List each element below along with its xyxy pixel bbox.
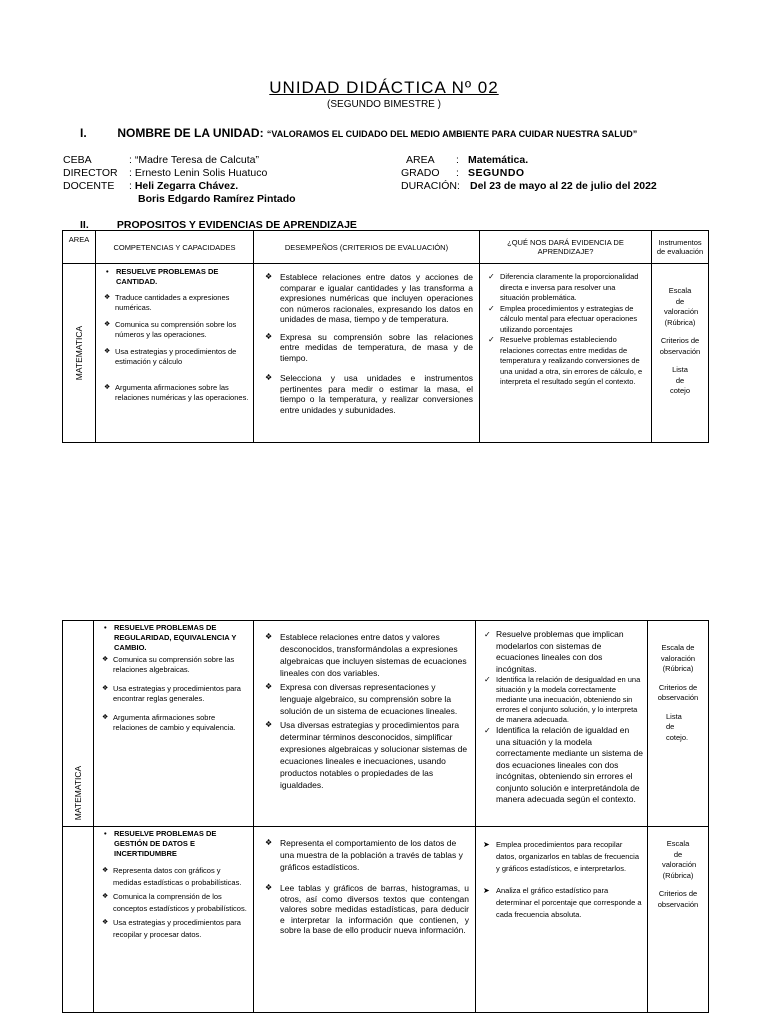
area-cell-empty [63,827,94,1013]
evidencia-item: ✓ Identifica la relación de igualdad en una situación y la modela correctamente mediante un sistema de dos ecuaciones lineales con dos incógnitas, obteniendo sin errores el conjunto solución e interpretándola de manera adecuada según el contexto. [482,725,643,806]
evidencia-item: ✓ Diferencia claramente la proporcionalidad directa e inversa para resolver una situación problemática. [486,272,647,304]
desempenos-cell [254,827,476,1013]
info-docente [63,180,238,193]
capacidad-item: ❖ Representa datos con gráficos y medidas estadísticas o probabilísticas. [102,865,249,889]
instrumentos-cell [648,621,709,827]
desempeno-item: ❖ Selecciona y usa unidades e instrumentos pertinentes para medir o estimar la masa, el tiempo o la temperatura, y realizar conversiones entre unidades y subunidades. [262,373,473,415]
table-header-row [63,231,709,264]
evidencia-item: ✓ Emplea procedimientos y estrategias de cálculo mental para efectuar operaciones utilizando porcentajes [486,304,647,336]
capacidad-item: ❖ Traduce cantidades a expresiones numéricas. [104,293,249,313]
instrumentos-cell [652,264,709,443]
docente-value-1: Heli Zegarra Chávez. [134,180,239,192]
instrumento-item: Criterios de observación [657,889,699,909]
area-cell [63,264,96,443]
desempenos-cell [254,264,480,443]
table-row [63,827,709,1013]
header-area: AREA [63,231,96,264]
instrumento-item: Escala de valoración (Rúbrica) [662,839,697,880]
desempeno-item: ❖ Expresa su comprensión sobre las relaciones entre medidas de temperatura, de masa y de tiempo. [262,332,473,364]
instrumento-item: Lista de cotejo. [666,711,689,742]
director-value: : Ernesto Lenin Solis Huatuco [129,167,268,179]
docente-colon: : [129,180,132,192]
purposes-table-1 [62,230,709,443]
capacidad-item: ❖ Argumenta afirmaciones sobre las relaciones numéricas y las operaciones. [104,383,249,403]
area-label-vertical: MATEMATICA [73,765,83,821]
instrumentos-cell [648,827,709,1013]
unit-name: “VALORAMOS EL CUIDADO DEL MEDIO AMBIENTE PARA CUIDAR NUESTRA SALUD” [266,129,638,139]
evidencia-item: ✓ Resuelve problemas que implican modelarlos con sistemas de ecuaciones lineales con dos incógnitas. [482,629,643,675]
header-instrumentos: Instrumentos de evaluación [652,231,709,264]
grado-label: GRADO [401,167,440,179]
duracion-value: Del 23 de mayo al 22 de julio del 2022 [470,180,657,192]
docente-value-2: Boris Edgardo Ramírez Pintado [138,193,296,205]
competencia-title: • RESUELVE PROBLEMAS DE REGULARIDAD, EQUIVALENCIA Y CAMBIO. [102,623,249,653]
desempeno-item: ❖ Establece relaciones entre datos y valores desconocidos, transformándolas a expresiones algebraicas que incluyen sistemas de ecuaciones lineales con dos variables. [262,631,469,679]
evidencia-item: ✓ Resuelve problemas estableciendo relaciones correctas entre medidas de temperatura y realizando conversiones de una unidad a otra, sin errores de cálculo, e interpreta el resultado según el contexto. [486,335,647,388]
section-2-label: PROPOSITOS Y EVIDENCIAS DE APRENDIZAJE [116,219,357,231]
competencias-cell [94,621,254,827]
evidencias-cell [476,621,648,827]
grado-value: SEGUNDO [468,167,525,179]
capacidad-item: ❖ Usa estrategias y procedimientos para recopilar y procesar datos. [102,917,249,941]
instrumento-item: Criterios de observación [657,682,699,702]
capacidad-item: ❖ Comunica su comprensión sobre los números y las operaciones. [104,320,249,340]
section-1-label: NOMBRE DE LA UNIDAD: [117,126,264,140]
duracion-label: DURACIÓN: [401,180,460,192]
area-colon: : [456,154,459,166]
info-grado [401,167,525,180]
info-duracion [401,180,657,193]
instrumento-item: Escala de valoración (Rúbrica) [664,286,699,327]
document-subtitle: (SEGUNDO BIMESTRE ) [327,99,441,110]
capacidad-item: ❖ Comunica la comprensión de los conceptos estadísticos y probabilísticos. [102,891,249,915]
capacidad-item: ❖ Usa estrategias y procedimientos de estimación y cálculo [104,347,249,367]
purposes-table-2 [62,620,709,1013]
table-row [63,264,709,443]
evidencia-item: ➤ Emplea procedimientos para recopilar datos, organizarlos en tablas de frecuencia y gráficos estadísticos, e interpretarlos. [482,839,643,875]
header-competencias: COMPETENCIAS Y CAPACIDADES [96,231,254,264]
capacidad-item: ❖ Comunica su comprensión sobre las relaciones algebraicas. [102,655,249,675]
info-ceba [63,154,259,167]
instrumento-item: Criterios de observación [659,336,701,356]
grado-colon: : [456,167,459,179]
area-cell [63,621,94,827]
document-title: UNIDAD DIDÁCTICA Nº 02 [269,78,499,97]
section-2-number: II. [80,219,89,231]
desempeno-item: ❖ Representa el comportamiento de los datos de una muestra de la población a través de tablas y gráficos estadísticos. [262,837,469,873]
evidencia-item: ✓ Identifica la relación de desigualdad en una situación y la modela correctamente mediante una inecuación, obteniendo sin errores el conjunto solución, y lo interpreta de manera adecuada. [482,675,643,725]
capacidad-item: ❖ Usa estrategias y procedimientos para encontrar reglas generales. [102,684,249,704]
section-1-heading [80,126,637,140]
instrumento-item: Lista de cotejo [669,365,690,395]
ceba-label: CEBA [63,154,92,166]
area-label-vertical: MATEMATICA [74,325,84,381]
director-label: DIRECTOR [63,167,118,179]
info-area [406,154,528,167]
instrumento-item: Escala de valoración (Rúbrica) [660,643,696,673]
area-label: AREA [406,154,435,166]
desempeno-item: ❖ Usa diversas estrategias y procedimientos para determinar términos desconocidos, simplificar expresiones algebraicas y solucionar sistemas de ecuaciones lineales e inecuaciones, usando productos notables o propiedades de las igualdades. [262,719,469,791]
evidencia-item: ➤ Analiza el gráfico estadístico para determinar el porcentaje que corresponde a cada frecuencia absoluta. [482,885,643,921]
competencias-cell [96,264,254,443]
info-director [63,167,267,180]
desempenos-cell [254,621,476,827]
desempeno-item: ❖ Expresa con diversas representaciones y lenguaje algebraico, su comprensión sobre la solución de un sistema de ecuaciones lineales. [262,681,469,717]
capacidad-item: ❖ Argumenta afirmaciones sobre relaciones de cambio y equivalencia. [102,713,249,733]
evidencias-cell [476,827,648,1013]
table-row [63,621,709,827]
evidencias-cell [480,264,652,443]
docente-label: DOCENTE [63,180,115,192]
header-evidencia: ¿QUÉ NOS DARÁ EVIDENCIA DE APRENDIZAJE? [480,231,652,264]
competencias-cell [94,827,254,1013]
competencia-title: • RESUELVE PROBLEMAS DE CANTIDAD. [104,267,249,287]
header-desempenos: DESEMPEÑOS (CRITERIOS DE EVALUACIÓN) [254,231,480,264]
desempeno-item: ❖ Lee tablas y gráficos de barras, histogramas, u otros, así como diversos textos que contengan valores sobre medidas estadísticas, para deducir e interpretar la información que contienen, y sobre la base de ello producir nueva información. [262,883,469,936]
ceba-value: : “Madre Teresa de Calcuta” [129,154,259,166]
competencia-title: • RESUELVE PROBLEMAS DE GESTIÓN DE DATOS E INCERTIDUMBRE [102,829,249,859]
desempeno-item: ❖ Establece relaciones entre datos y acciones de comparar e igualar cantidades y las transforma a expresiones numéricas que incluyen operaciones con números racionales, expresando los datos en unidades de masa, tiempo y de temperatura. [262,272,473,325]
area-value: Matemática. [468,154,529,166]
section-1-number: I. [80,126,87,140]
